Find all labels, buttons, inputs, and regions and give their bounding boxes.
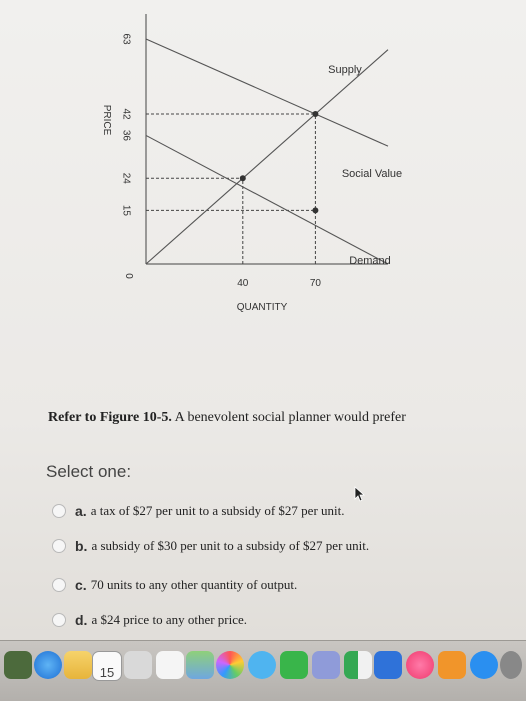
option-d[interactable] — [52, 612, 247, 628]
x-tick-label-70: 70 — [309, 278, 321, 289]
dock-numbers-icon[interactable] — [344, 651, 372, 679]
question-body: A benevolent social planner would prefer — [171, 410, 406, 425]
radio-c[interactable] — [52, 578, 66, 592]
dock-notes-icon[interactable] — [64, 651, 92, 679]
y-tick-label-36: 36 — [120, 129, 132, 141]
dock-keynote-icon[interactable] — [374, 651, 402, 679]
dock-app-icon[interactable] — [124, 651, 152, 679]
equilibrium-marker-0 — [312, 111, 318, 117]
dock-books-icon[interactable] — [438, 651, 466, 679]
option-b[interactable] — [52, 538, 369, 554]
option-d-letter: d. — [75, 612, 88, 628]
dock-photos-flower-icon[interactable] — [216, 651, 244, 679]
x-tick-label-40: 40 — [237, 278, 249, 289]
y-tick-label-24: 24 — [120, 172, 132, 184]
dock-calendar-day: 15 — [99, 665, 115, 680]
series-line-supply — [146, 50, 388, 264]
dock-reminders-icon[interactable] — [156, 651, 184, 679]
dock-app-store-icon[interactable] — [470, 651, 498, 679]
dock-system-icon[interactable] — [500, 651, 522, 679]
equilibrium-marker-2 — [312, 207, 318, 213]
dock-app2-icon[interactable] — [312, 651, 340, 679]
option-a[interactable] — [52, 503, 345, 519]
series-label-demand: Demand — [349, 255, 391, 267]
select-one-label: Select one: — [46, 462, 132, 481]
option-b-text: a subsidy of $30 per unit to a subsidy of $27 per unit. — [91, 538, 370, 553]
question-text — [48, 410, 508, 426]
mouse-cursor-icon — [354, 486, 366, 502]
radio-b[interactable] — [52, 539, 66, 553]
dock-messages-icon[interactable] — [248, 651, 276, 679]
option-a-text: a tax of $27 per unit to a subsidy of $27 per unit. — [90, 503, 345, 518]
dock-calendar-icon[interactable] — [92, 651, 122, 681]
option-c[interactable] — [52, 577, 297, 593]
dock-facetime-icon[interactable] — [280, 651, 308, 679]
series-label-supply: Supply — [328, 64, 362, 76]
option-a-letter: a. — [75, 503, 87, 519]
y-tick-label-15: 15 — [120, 204, 132, 216]
radio-d[interactable] — [52, 613, 66, 627]
figure-10-5-chart — [0, 0, 526, 330]
question-figure-ref: Refer to Figure 10-5. — [48, 410, 172, 425]
x-axis-label: QUANTITY — [236, 302, 288, 313]
series-line-social-value — [146, 39, 388, 146]
series-label-social-value: Social Value — [341, 168, 403, 180]
y-tick-label-42: 42 — [120, 108, 132, 120]
dock-maps-icon[interactable] — [186, 651, 214, 679]
y-axis-label: PRICE — [101, 104, 112, 136]
option-b-letter: b. — [75, 538, 88, 554]
equilibrium-marker-1 — [240, 175, 246, 181]
radio-a[interactable] — [52, 504, 66, 518]
option-c-letter: c. — [75, 577, 87, 593]
dock-music-icon[interactable] — [406, 651, 434, 679]
x-tick-label-0: 0 — [123, 273, 134, 279]
dock-safari-icon[interactable] — [34, 651, 62, 679]
dock-photos-icon[interactable] — [4, 651, 32, 679]
option-d-text: a $24 price to any other price. — [91, 612, 248, 627]
option-c-text: 70 units to any other quantity of output. — [90, 577, 298, 592]
series-line-demand — [146, 135, 388, 264]
macos-dock — [0, 640, 526, 701]
y-tick-label-63: 63 — [120, 33, 132, 45]
